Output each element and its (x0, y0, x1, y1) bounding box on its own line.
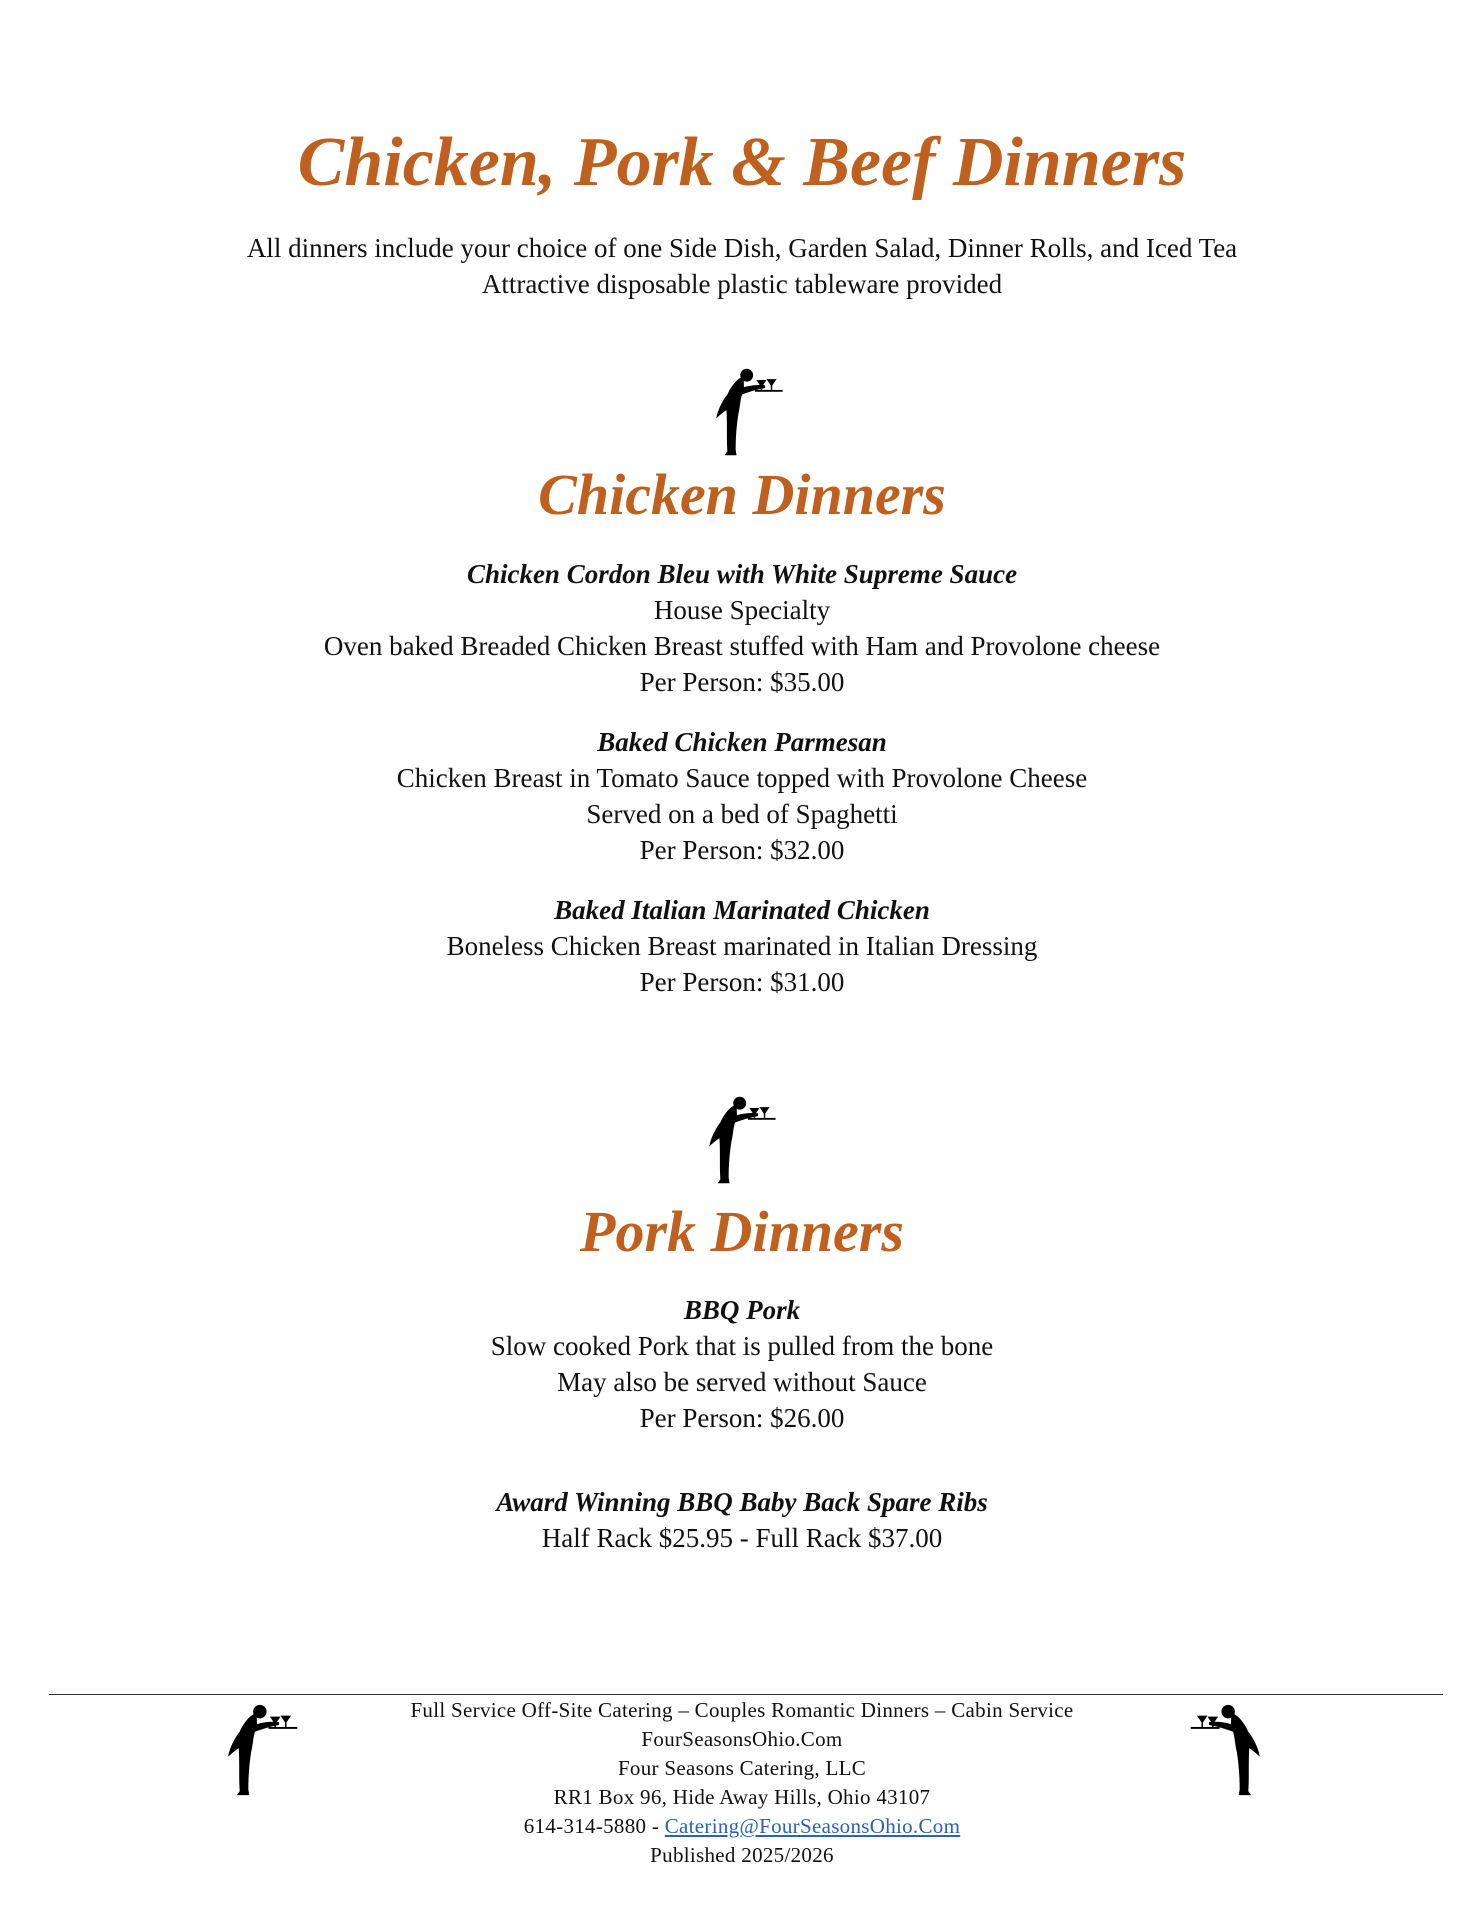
item-line: Boneless Chicken Breast marinated in Italian Dressing (446, 931, 1038, 961)
waiter-with-tray-icon (688, 1094, 784, 1186)
section-title-chicken: Chicken Dinners (538, 462, 946, 527)
item-price: Half Rack $25.95 - Full Rack $37.00 (541, 1523, 943, 1553)
item-line: Oven baked Breaded Chicken Breast stuffed with Ham and Provolone cheese (323, 631, 1161, 661)
section-title-pork: Pork Dinners (580, 1199, 904, 1264)
page-title: Chicken, Pork & Beef Dinners (297, 124, 1187, 201)
footer-phone: 614-314-5880 (523, 1814, 647, 1838)
item-price: Per Person: $35.00 (639, 667, 845, 697)
item-name: BBQ Pork (683, 1295, 801, 1325)
item-line: House Specialty (653, 595, 831, 625)
item-price: Per Person: $26.00 (639, 1403, 845, 1433)
footer-published: Published 2025/2026 (650, 1843, 834, 1867)
footer-website: FourSeasonsOhio.Com (641, 1727, 843, 1751)
item-name: Award Winning BBQ Baby Back Spare Ribs (496, 1487, 988, 1517)
email-link[interactable]: Catering@FourSeasonsOhio.Com (664, 1814, 961, 1838)
item-line: Served on a bed of Spaghetti (586, 799, 898, 829)
item-name: Chicken Cordon Bleu with White Supreme Sauce (466, 559, 1018, 589)
item-name: Baked Italian Marinated Chicken (554, 895, 930, 925)
item-line: Chicken Breast in Tomato Sauce topped with Provolone Cheese (396, 763, 1088, 793)
item-line: May also be served without Sauce (557, 1367, 927, 1397)
footer-address: RR1 Box 96, Hide Away Hills, Ohio 43107 (553, 1785, 931, 1809)
footer-services: Full Service Off-Site Catering – Couples Romantic Dinners – Cabin Service (410, 1698, 1074, 1722)
item-price: Per Person: $31.00 (639, 967, 845, 997)
item-line: Slow cooked Pork that is pulled from the bone (490, 1331, 994, 1361)
item-price: Per Person: $32.00 (639, 835, 845, 865)
intro-line-1: All dinners include your choice of one Side Dish, Garden Salad, Dinner Rolls, and Iced Tea (246, 233, 1238, 263)
item-name: Baked Chicken Parmesan (597, 727, 887, 757)
waiter-with-tray-icon (695, 366, 791, 458)
intro-line-2: Attractive disposable plastic tableware provided (481, 269, 1003, 299)
footer-contact (0, 1811, 1484, 1841)
footer-company: Four Seasons Catering, LLC (617, 1756, 867, 1780)
footer-separator: - (646, 1814, 665, 1838)
